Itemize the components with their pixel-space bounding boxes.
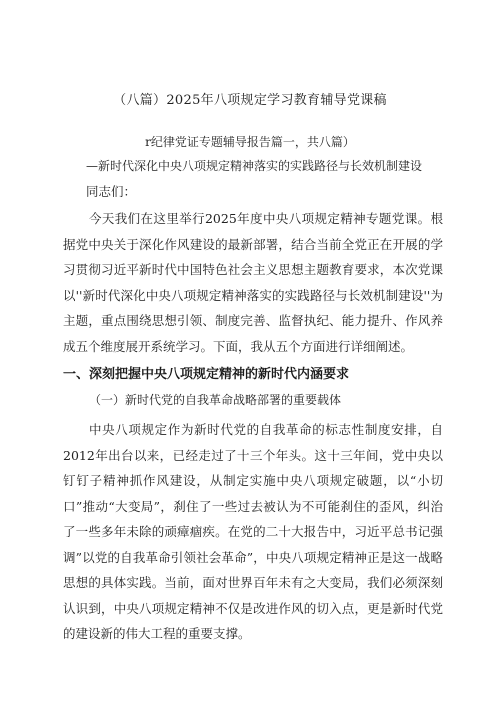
greeting: 同志们： xyxy=(86,184,137,199)
document-subheading: —新时代深化中央八项规定精神落实的实践路径与长效机制建设 xyxy=(86,159,423,173)
paragraph-body: 中央八项规定作为新时代党的自我革命的标志性制度安排，自2012年出台以来，已经走过了十三个年头。这十三年间，党中央以钉钉子精神抓作风建设，从制定实施中央八项规定破题，以“小切口”推动“大变局”，刹住了一些过去被认为不可能刹住的歪风，纠治了一些多年未除的顽瘴痼疾。在党的二十大报告中，习近平总书记强调”以党的自我革命引领社会革命”，中央八项规定精神正是这一战略思想的具体实践。当前，面对世界百年未有之大变局，我们必须深刻认识到，中央八项规定精神不仅是改进作风的切入点，更是新时代党的建设新的伟大工程的重要支撑。 xyxy=(63,422,443,641)
document-subtitle: r纪律党证专题辅导报告篇一，共八篇） xyxy=(145,135,355,149)
section-heading: 一、深刻把握中央八项规定精神的新时代内涵要求 xyxy=(63,367,350,382)
document-title: （八篇）2025年八项规定学习教育辅导党课稿 xyxy=(113,93,387,108)
paragraph-intro: 今天我们在这里举行2025年度中央八项规定精神专题党课。根据党中央关于深化作风建设的最新部署，结合当前全党正在开展的学习贯彻习近平新时代中国特色社会主义思想主题教育要求，本次党课以''新时代深化中央八项规定精神落实的实践路径与长效机制建设''为主题，重点围绕思想引领、制度完善、监督执纪、能力提升、作风养成五个维度展开系统学习。下面，我从五个方面进行详细阐述。 xyxy=(63,211,443,354)
subsection-heading: （一）新时代党的自我革命战略部署的重要载体 xyxy=(89,393,342,407)
